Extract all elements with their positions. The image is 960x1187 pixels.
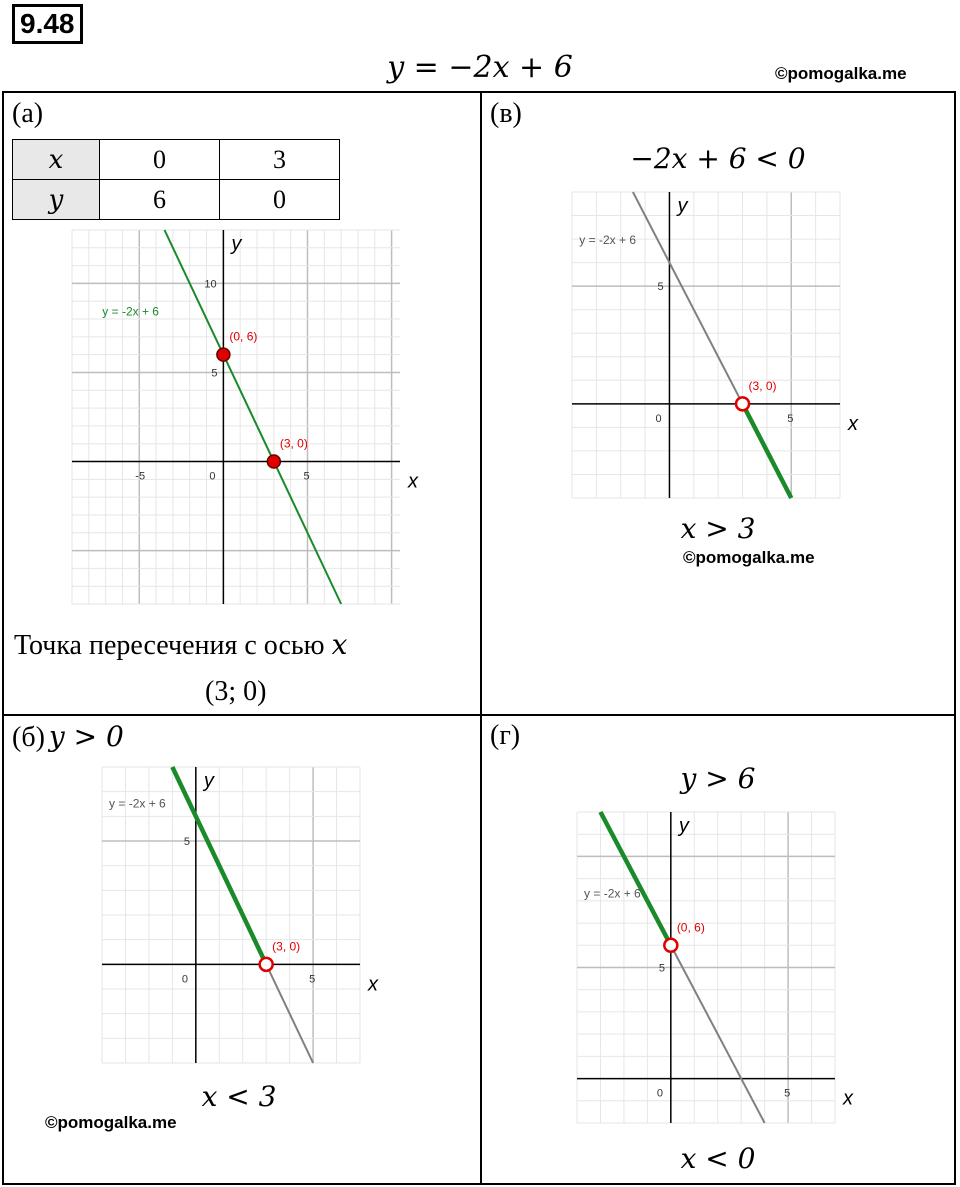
graph-line [165,230,342,604]
caption-text: Точка пересечения с осью [14,630,325,661]
point-label: (3, 0) [279,436,308,451]
table-y-header: y [13,180,100,220]
chart-v [560,180,870,510]
x-tick-label: 0 [181,973,188,986]
panel-b-label: (б) [12,722,45,753]
table-row [13,180,340,220]
chart-a [60,218,430,616]
x-tick-label: 5 [309,973,316,986]
panel-v-label: (в) [490,98,522,129]
y-tick-label: 5 [211,367,218,380]
watermark-v: ©pomogalka.me [683,548,815,567]
chart-b [90,755,390,1075]
x-tick-label: 5 [303,470,310,483]
watermark-b: ©pomogalka.me [45,1113,177,1132]
point-marker [260,958,273,971]
y-tick-label: 10 [204,278,217,291]
y-tick-label: 5 [657,281,664,294]
equation-label: y = -2x + 6 [579,232,637,247]
point-label: (3, 0) [748,378,777,393]
panel-a-label: (а) [12,98,44,129]
y-axis-label: y [678,815,689,837]
point-label: (3, 0) [272,939,301,954]
table-row [13,140,340,180]
chart-g [565,800,865,1135]
caption-variable: x [331,628,348,661]
point-label: (0, 6) [676,920,705,935]
vertical-divider [480,93,482,1183]
panel-g-condition: y > 6 [680,762,756,795]
table-cell: 0 [220,180,340,220]
panel-b-heading [12,720,124,754]
point-marker [267,455,280,468]
point-marker [217,348,230,361]
value-table [12,139,340,220]
main-equation: y = −2x + 6 [387,50,573,85]
x-tick-label: 0 [209,470,216,483]
y-axis-label: y [231,233,242,255]
point-marker [664,939,677,952]
y-axis-label: y [677,195,688,217]
panel-g-answer: x < 0 [680,1142,756,1175]
panel-g-label: (г) [490,720,521,751]
point-marker [736,397,749,410]
panel-b-answer: x < 3 [201,1080,277,1113]
table-cell: 6 [100,180,220,220]
x-tick-label: 5 [784,1087,791,1100]
panel-a-caption [14,628,347,662]
problem-number: 9.48 [12,4,83,44]
panel-b-condition: y > 0 [48,720,124,753]
equation-label: y = -2x + 6 [109,796,166,811]
y-tick-label: 5 [658,962,665,975]
point-label: (0, 6) [229,329,258,344]
equation-label: y = -2x + 6 [584,886,641,901]
x-axis-label: x [848,412,858,435]
x-tick-label: -5 [135,470,146,483]
table-x-header: x [13,140,100,180]
x-axis-label: x [368,973,378,996]
x-axis-label: x [843,1087,853,1110]
y-tick-label: 5 [183,836,190,848]
x-tick-label: 0 [655,412,662,425]
x-tick-label: 5 [787,412,794,425]
x-tick-label: 0 [656,1087,663,1100]
intersection-point: (3; 0) [205,676,267,707]
watermark-top: ©pomogalka.me [775,64,907,83]
table-cell: 3 [220,140,340,180]
panel-v-answer: x > 3 [680,512,756,545]
table-cell: 0 [100,140,220,180]
horizontal-divider [4,714,954,716]
y-axis-label: y [203,770,214,792]
equation-label: y = -2x + 6 [102,304,159,319]
panel-v-condition: −2x + 6 < 0 [630,142,806,175]
x-axis-label: x [408,470,418,493]
